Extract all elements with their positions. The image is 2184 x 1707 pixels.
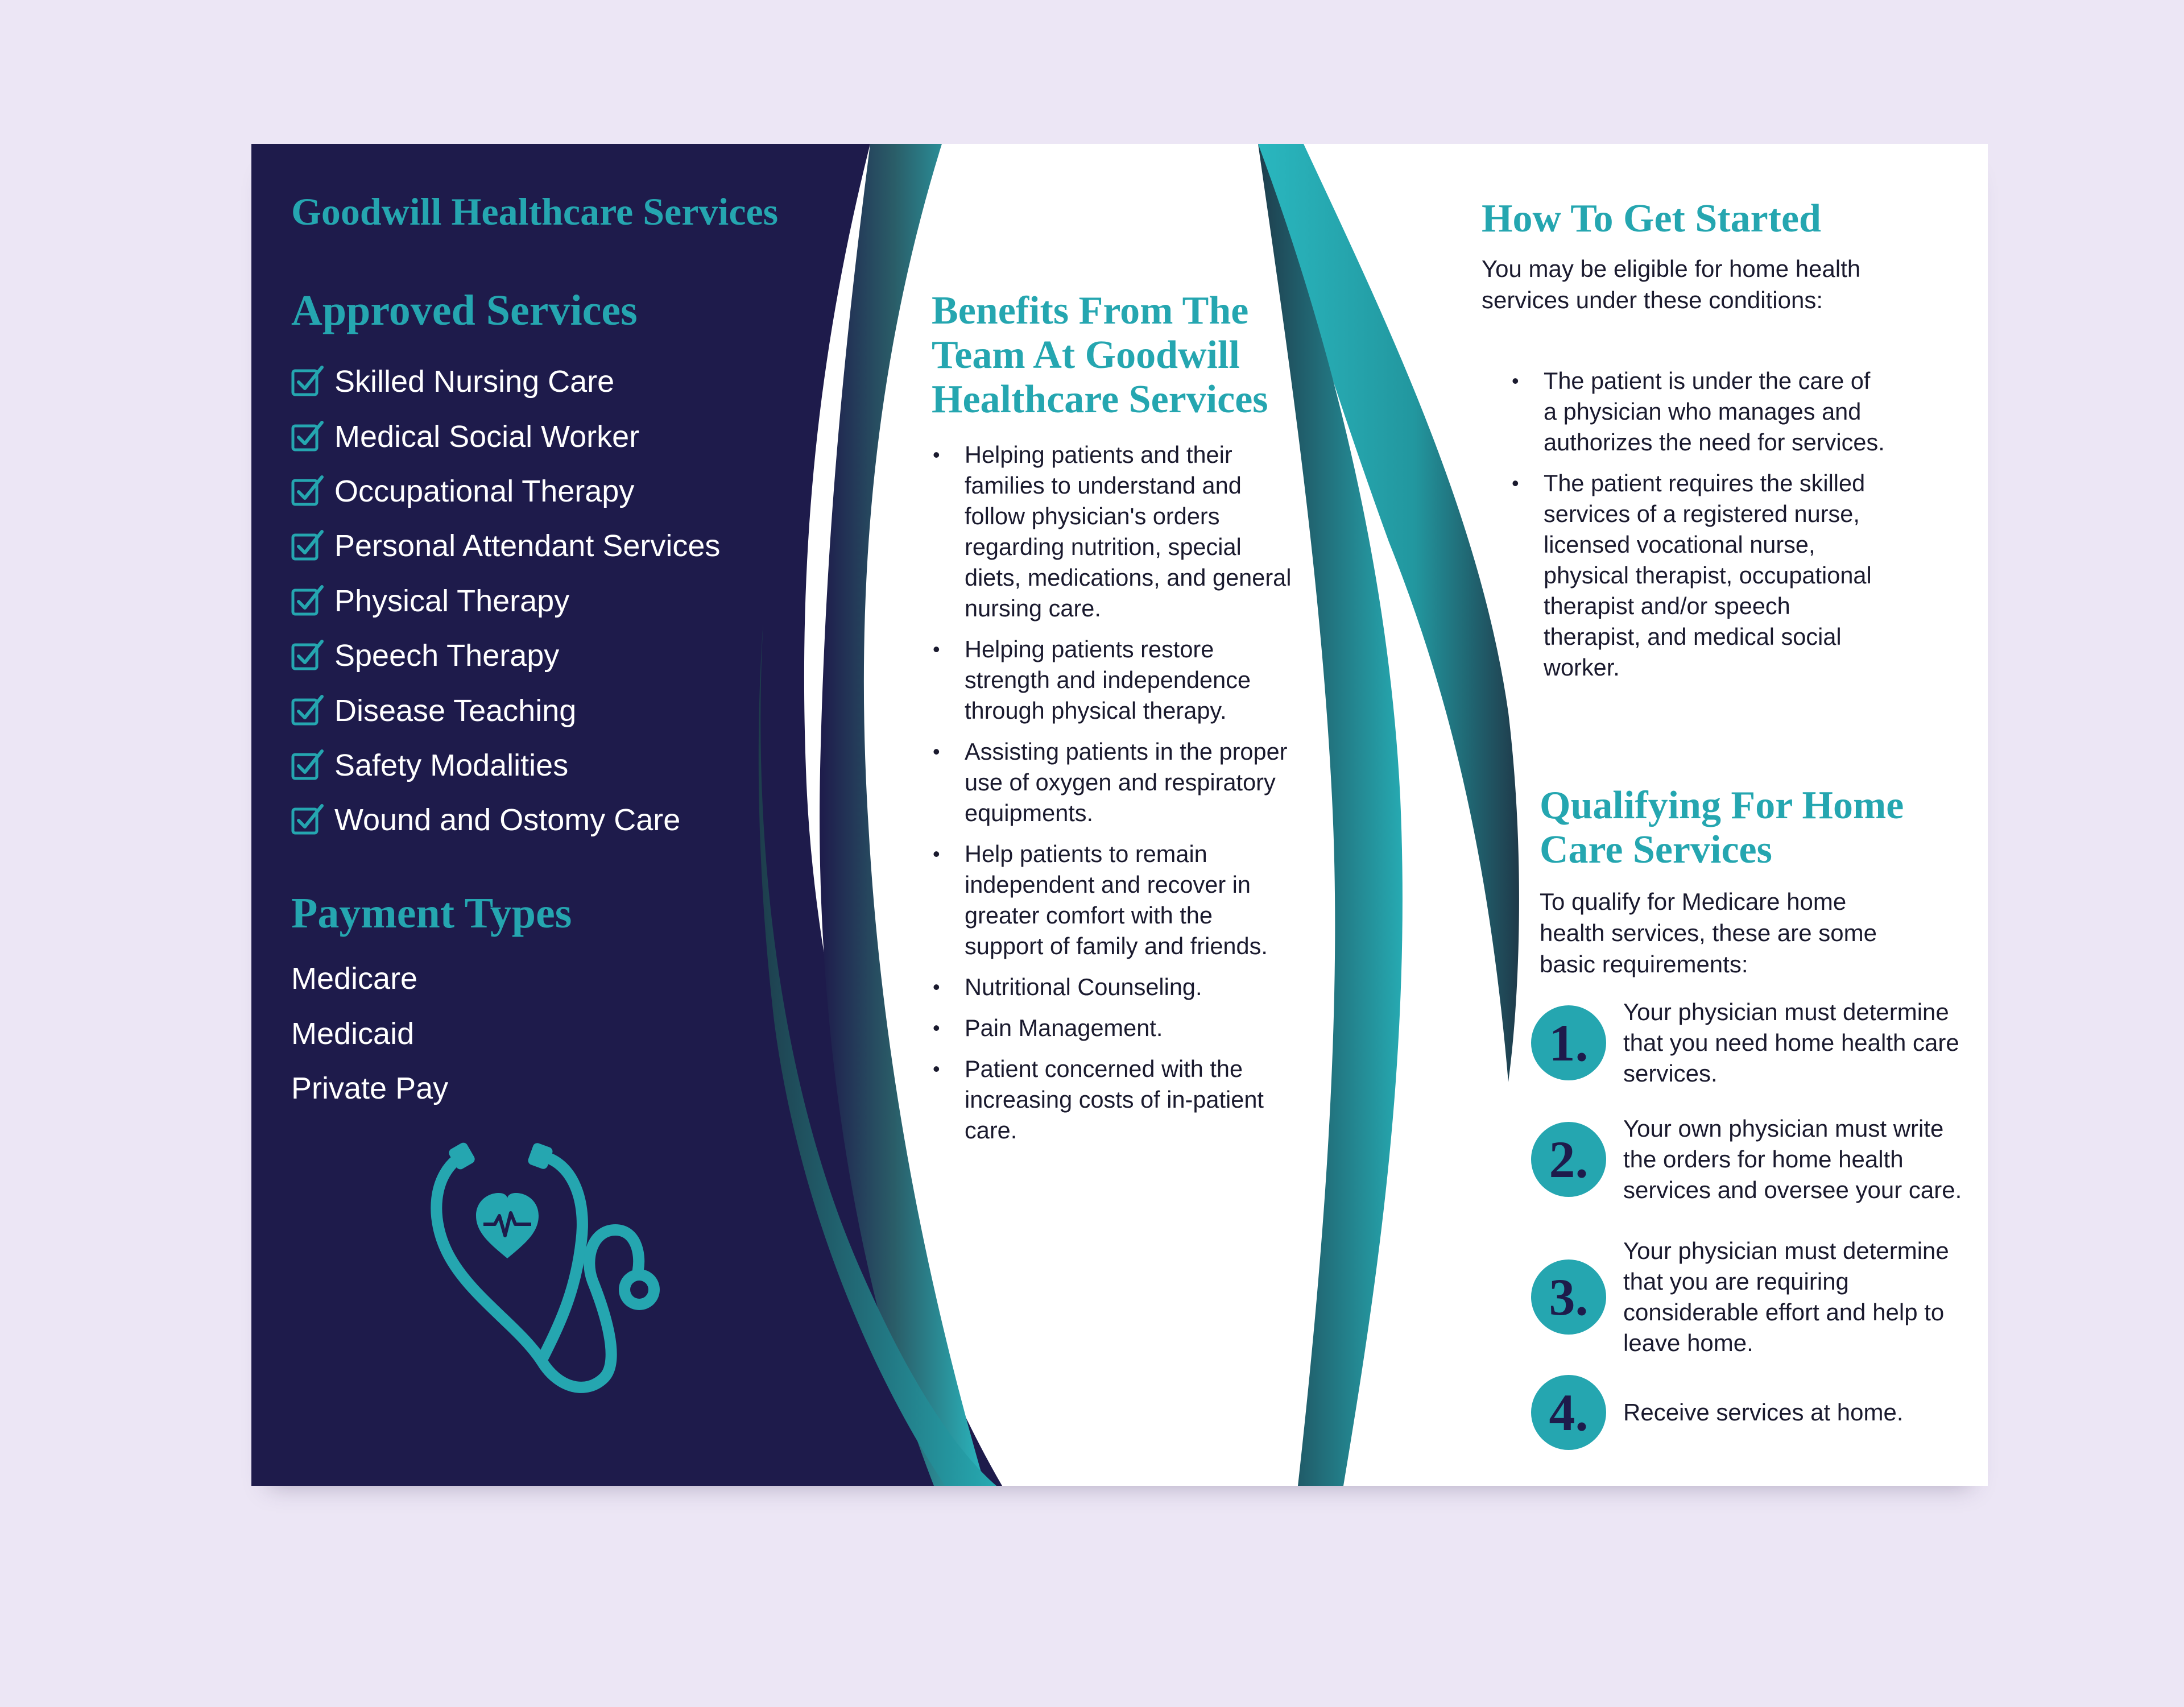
condition-item: • The patient is under the care of a physician who manages and authorizes the need for services. <box>1512 366 1887 458</box>
service-item <box>291 683 720 738</box>
benefit-item: • Pain Management. <box>933 1013 1297 1043</box>
benefit-item: • Patient concerned with the increasing costs of in-patient care. <box>933 1054 1297 1146</box>
service-label: Physical Therapy <box>334 583 570 618</box>
step-text: Your physician must determine that you need home health care services. <box>1623 998 1959 1087</box>
checkbox-checked-icon <box>291 475 324 508</box>
service-label: Personal Attendant Services <box>334 529 721 564</box>
service-label: Occupational Therapy <box>334 474 635 508</box>
checkbox-checked-icon <box>291 803 324 836</box>
step-text: Your physician must determine that you are requiring considerable effort and help to leave home. <box>1623 1237 1949 1356</box>
checkbox-checked-icon <box>291 694 324 727</box>
step-number-badge: 4. <box>1531 1375 1606 1450</box>
service-item <box>291 628 720 683</box>
payment-types-heading: Payment Types <box>291 889 572 937</box>
payment-item: Private Pay <box>291 1071 449 1105</box>
qualifying-heading: Qualifying For Home Care Services <box>1540 784 1904 872</box>
service-item <box>291 464 720 519</box>
service-label: Disease Teaching <box>334 693 577 728</box>
stethoscope-heart-icon <box>422 1122 729 1429</box>
service-item <box>291 574 720 628</box>
step-number-badge: 2. <box>1531 1122 1606 1197</box>
benefit-item: • Helping patients restore strength and independence through physical therapy. <box>933 634 1297 726</box>
checkbox-checked-icon <box>291 639 324 672</box>
checkbox-checked-icon <box>291 420 324 453</box>
qualifying-intro: To qualify for Medicare home health services, these are some basic requirements: <box>1540 888 1877 977</box>
payment-list <box>291 951 448 1116</box>
benefit-item: • Help patients to remain independent and recover in greater comfort with the support of family and friends. <box>933 839 1297 962</box>
benefit-item: • Helping patients and their families to understand and follow physician's orders regarding nutrition, special diets, medications, and general nursing care. <box>933 440 1297 624</box>
service-label: Speech Therapy <box>334 639 560 673</box>
step-item <box>1531 997 1963 1089</box>
payment-item: Medicaid <box>291 1016 415 1051</box>
step-item <box>1531 1375 1963 1450</box>
approved-services-heading: Approved Services <box>291 287 638 334</box>
step-text: Receive services at home. <box>1623 1399 1904 1426</box>
checkbox-checked-icon <box>291 529 324 562</box>
step-item <box>1531 1113 1963 1205</box>
service-label: Wound and Ostomy Care <box>334 803 681 838</box>
benefit-item: • Nutritional Counseling. <box>933 972 1297 1002</box>
step-item <box>1531 1236 1963 1358</box>
service-item <box>291 738 720 793</box>
benefits-heading: Benefits From The Team At Goodwill Healthcare Services <box>932 289 1268 421</box>
services-list <box>291 354 720 848</box>
condition-item: • The patient requires the skilled services of a registered nurse, licensed vocational nurse, physical therapist, occupational therapist and/or speech therapist, and medical social worker. <box>1512 468 1887 683</box>
checkbox-checked-icon <box>291 365 324 398</box>
get-started-intro: You may be eligible for home health services under these conditions: <box>1482 255 1861 313</box>
service-item <box>291 354 720 409</box>
benefits-list <box>933 440 1297 1156</box>
checkbox-checked-icon <box>291 749 324 782</box>
service-item <box>291 793 720 847</box>
trifold-brochure <box>251 144 1988 1486</box>
payment-item: Medicare <box>291 962 418 996</box>
conditions-list <box>1512 366 1887 693</box>
step-number-badge: 1. <box>1531 1005 1606 1080</box>
service-label: Skilled Nursing Care <box>334 364 615 399</box>
checkbox-checked-icon <box>291 585 324 618</box>
service-item <box>291 409 720 463</box>
step-number-badge: 3. <box>1531 1259 1606 1335</box>
service-label: Medical Social Worker <box>334 419 640 454</box>
get-started-heading: How To Get Started <box>1482 197 1821 241</box>
service-label: Safety Modalities <box>334 748 569 782</box>
benefit-item: • Assisting patients in the proper use of oxygen and respiratory equipments. <box>933 736 1297 828</box>
step-text: Your own physician must write the orders for home health services and oversee your care. <box>1623 1115 1962 1203</box>
brand-title: Goodwill Healthcare Services <box>291 190 779 233</box>
service-item <box>291 519 720 573</box>
